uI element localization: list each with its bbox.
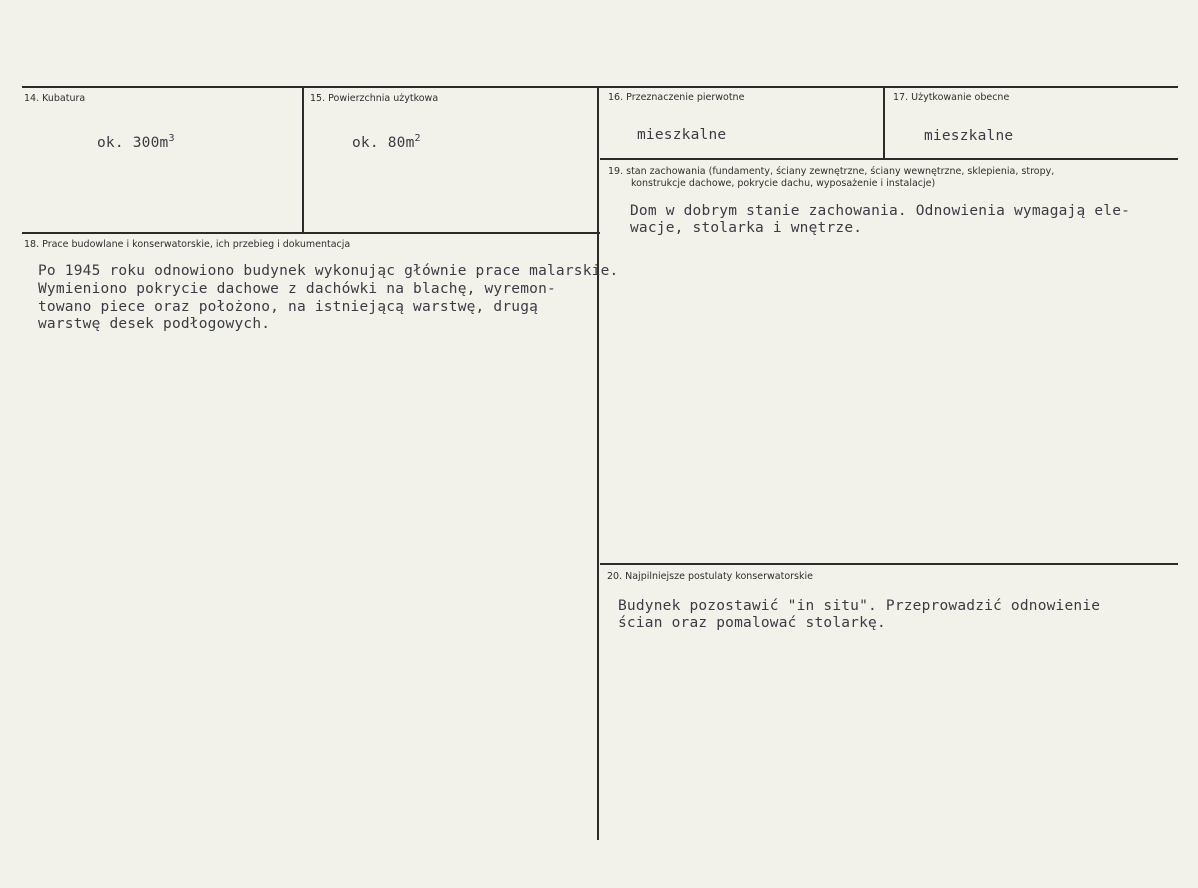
field-15-label: 15. Powierzchnia użytkowa [310, 93, 439, 104]
mid-rule-right [600, 158, 1178, 160]
field-19-text-line-2: wacje, stolarka i wnętrze. [630, 220, 863, 236]
field-18-text-line-3: towano piece oraz położono, na istniejącą warstwę, drugą [38, 299, 539, 315]
center-divider [597, 88, 599, 840]
field-16-label: 16. Przeznaczenie pierwotne [608, 92, 745, 103]
field-16-value: mieszkalne [637, 127, 727, 143]
field-17-value: mieszkalne [924, 128, 1014, 144]
field-20-label: 20. Najpilniejsze postulaty konserwatorskie [607, 571, 813, 582]
field-14-value-text: ok. 300m [97, 135, 169, 151]
field-19-label-line-1: 19. stan zachowania (fundamenty, ściany zewnętrzne, ściany wewnętrzne, sklepienia, stropy, [608, 166, 1055, 177]
field-20-text-line-2: ścian oraz pomalować stolarkę. [618, 615, 886, 631]
field-18-text-line-1: Po 1945 roku odnowiono budynek wykonując głównie prace malarskie. [38, 263, 619, 279]
divider-16-17 [883, 88, 885, 159]
field-19-text-line-1: Dom w dobrym stanie zachowania. Odnowienia wymagają ele- [630, 203, 1131, 219]
mid-rule-left [22, 232, 600, 234]
divider-14-15 [302, 88, 304, 232]
field-20-text-line-1: Budynek pozostawić "in situ". Przeprowadzić odnowienie [618, 598, 1101, 614]
field-18-label: 18. Prace budowlane i konserwatorskie, ich przebieg i dokumentacja [24, 239, 351, 250]
field-15-value-text: ok. 80m [352, 135, 415, 151]
field-14-value-exponent: 3 [168, 133, 175, 144]
field-14-value [97, 134, 175, 153]
top-rule [22, 86, 1178, 88]
lower-rule-right [600, 563, 1178, 565]
field-15-value [352, 134, 421, 153]
field-15-value-exponent: 2 [414, 133, 421, 144]
field-17-label: 17. Użytkowanie obecne [893, 92, 1010, 103]
field-18-text-line-2: Wymieniono pokrycie dachowe z dachówki na blachę, wyremon- [38, 281, 556, 297]
field-18-text-line-4: warstwę desek podłogowych. [38, 316, 271, 332]
field-19-label-line-2: konstrukcje dachowe, pokrycie dachu, wyposażenie i instalacje) [631, 178, 936, 189]
field-14-label: 14. Kubatura [24, 93, 86, 104]
